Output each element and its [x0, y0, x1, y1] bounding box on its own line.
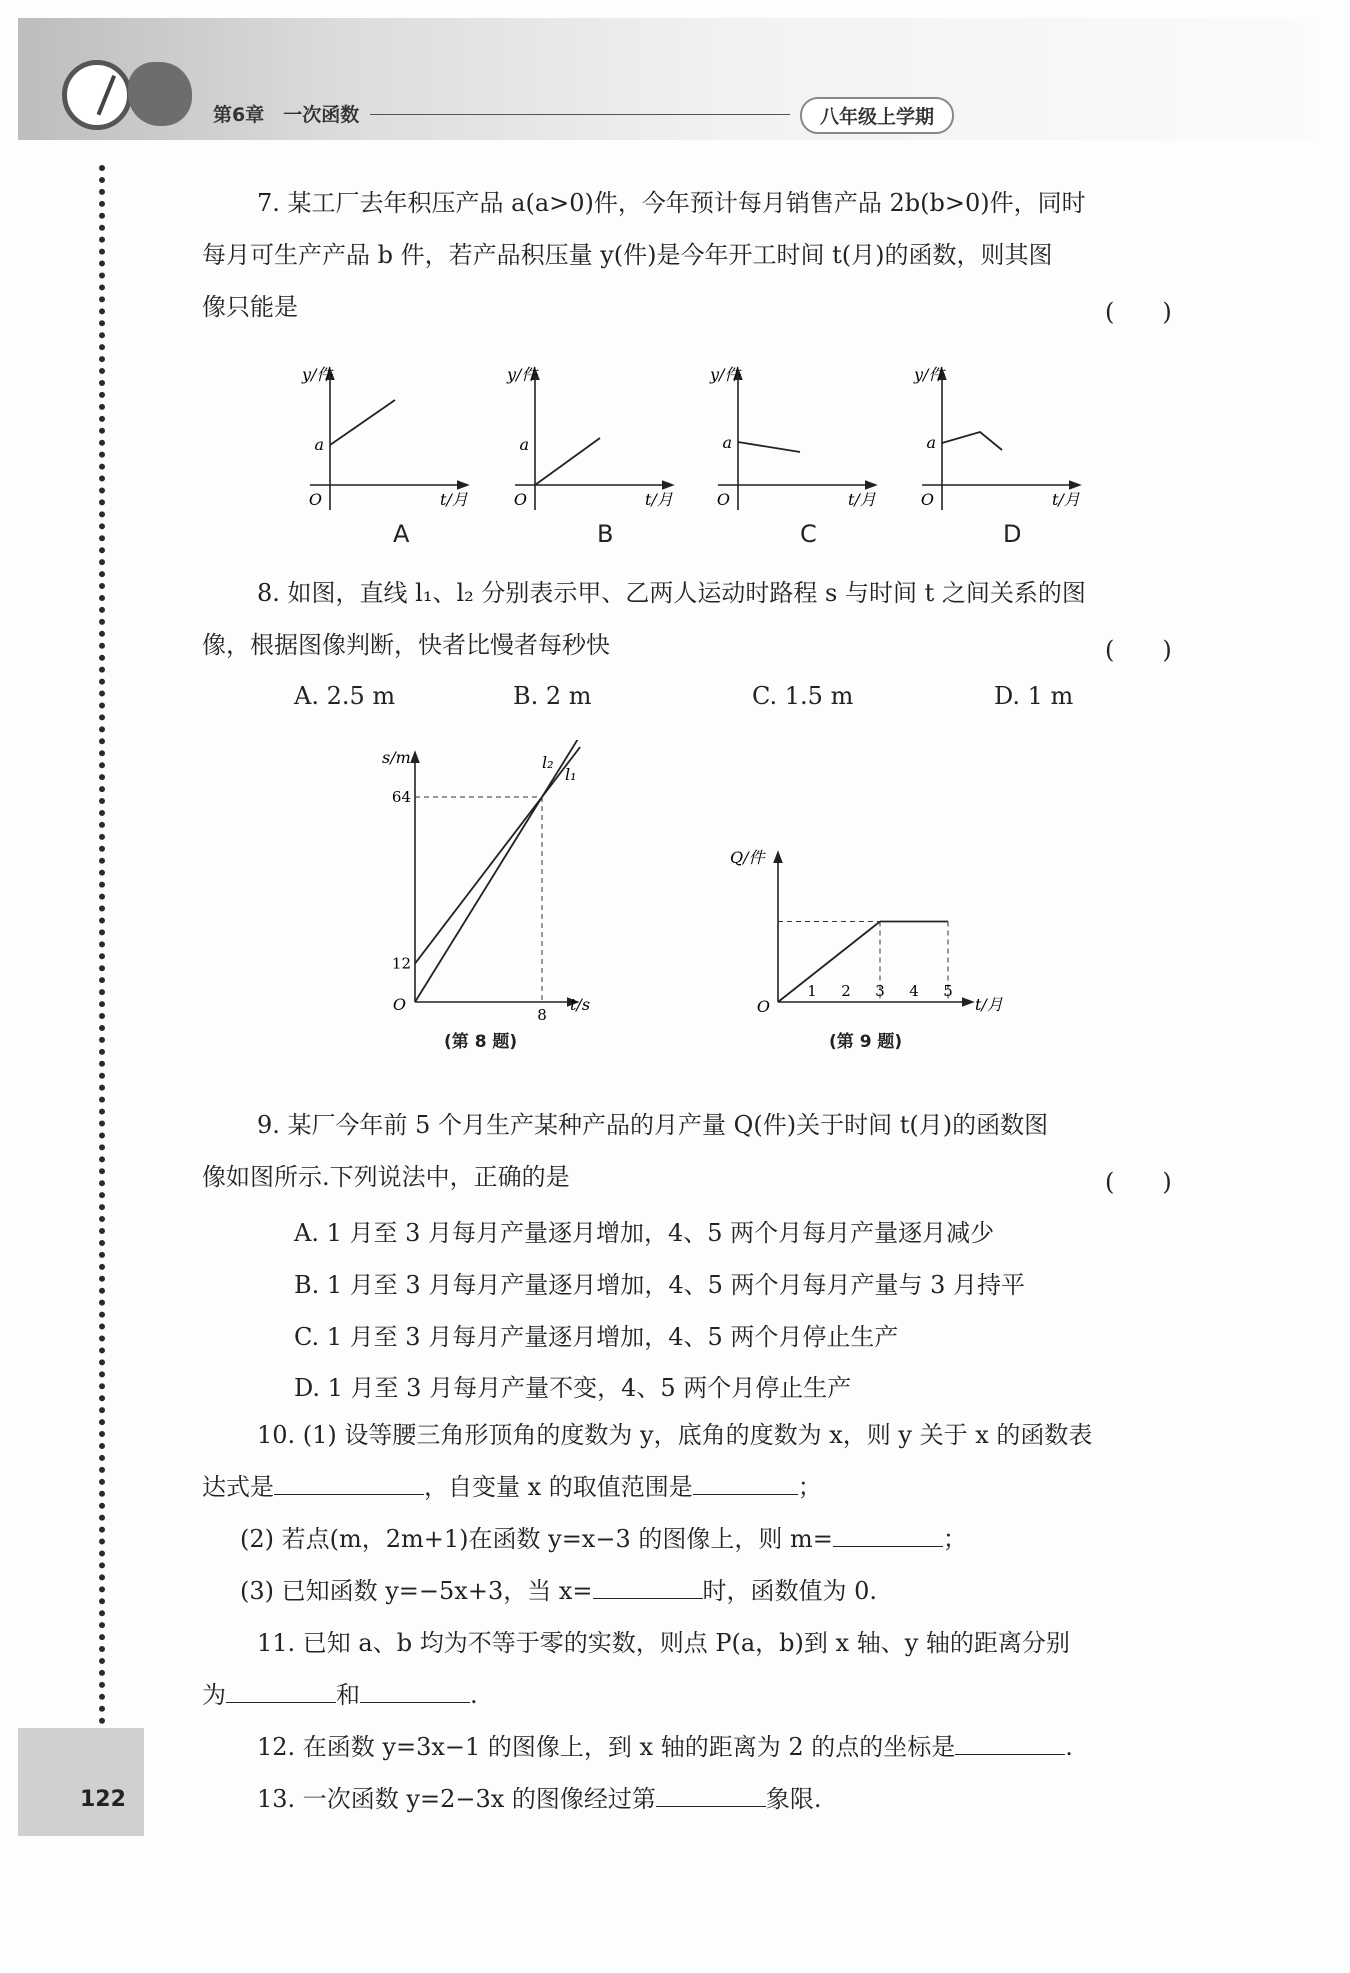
q11-suffix: .	[470, 1681, 478, 1709]
q10-part3-text: (3) 已知函数 y=−5x+3，当 x=	[240, 1577, 593, 1605]
q10-blank-domain[interactable]	[693, 1472, 798, 1495]
q7-answer-paren: ( )	[1105, 298, 1172, 326]
graph-d-label: D	[1003, 520, 1022, 548]
q10-line-4	[240, 1576, 877, 1606]
fig9-xlabel: t/月	[975, 995, 1003, 1014]
graph-b-xlabel: t/月	[645, 490, 673, 509]
graph-c	[709, 365, 877, 510]
q11-blank-1[interactable]	[226, 1680, 336, 1703]
graph-c-label: C	[800, 520, 817, 548]
graph-b-a: a	[519, 435, 529, 454]
graph-b-origin: O	[513, 490, 527, 509]
fig8-caption: (第 8 题)	[444, 1032, 518, 1052]
graph-d-xlabel: t/月	[1052, 490, 1080, 509]
q8-line-2: 像，根据图像判断，快者比慢者每秒快	[202, 631, 610, 659]
q9-option-d: D. 1 月至 3 月每月产量不变，4、5 两个月停止生产	[294, 1374, 852, 1402]
q11-prefix: 为	[202, 1681, 226, 1709]
q12-blank[interactable]	[955, 1732, 1065, 1755]
q12-suffix: .	[1065, 1733, 1073, 1761]
graph-a-origin: O	[308, 490, 322, 509]
q8-option-d: D. 1 m	[994, 682, 1074, 710]
q10-part1-suffix: ；	[797, 1473, 822, 1501]
fig8-xlabel: t/s	[570, 995, 591, 1014]
q9-answer-paren: ( )	[1105, 1168, 1172, 1196]
q10-part1-prefix: 达式是	[202, 1473, 274, 1501]
q13-text: 13. 一次函数 y=2−3x 的图像经过第	[257, 1785, 656, 1813]
graph-b-ylabel: y/件	[507, 365, 538, 384]
graph-a	[301, 365, 469, 510]
q11-line-2	[202, 1680, 478, 1710]
graph-a-xlabel: t/月	[440, 490, 468, 509]
graph-a-ylabel: y/件	[302, 365, 333, 384]
fig8-ylabel: s/m	[382, 748, 411, 767]
q13-suffix: 象限.	[765, 1785, 822, 1813]
page-number-tab	[18, 1728, 144, 1836]
fig9-xtick-4: 4	[909, 982, 919, 1000]
q7-line-1: 7. 某工厂去年积压产品 a(a>0)件，今年预计每月销售产品 2b(b>0)件，同时	[257, 189, 1086, 217]
q13-line	[257, 1784, 822, 1814]
fig9-ylabel: Q/件	[730, 848, 765, 867]
chapter-title: 第6章 一次函数	[213, 104, 360, 126]
q11-blank-2[interactable]	[360, 1680, 470, 1703]
q8-answer-paren: ( )	[1105, 636, 1172, 664]
fig9-xtick-5: 5	[943, 982, 953, 1000]
q10-blank-m[interactable]	[833, 1524, 943, 1547]
graph-b	[506, 365, 674, 510]
graph-d-ylabel: y/件	[914, 365, 945, 384]
q10-blank-x[interactable]	[593, 1576, 703, 1599]
graph-a-label: A	[393, 520, 410, 548]
q12-line	[257, 1732, 1073, 1762]
fig9-line-rise	[778, 922, 880, 1003]
fig9-xtick-2: 2	[841, 982, 851, 1000]
q8-line-1: 8. 如图，直线 l₁、l₂ 分别表示甲、乙两人运动时路程 s 与时间 t 之间关系的图	[257, 579, 1086, 607]
fig8-xtick-8: 8	[537, 1006, 547, 1024]
fig8-ytick-12: 12	[391, 954, 411, 973]
fig8-series-1	[415, 747, 580, 964]
q12-text: 12. 在函数 y=3x−1 的图像上，到 x 轴的距离为 2 的点的坐标是	[257, 1733, 956, 1761]
q10-line-3	[240, 1524, 967, 1554]
graph-c-origin: O	[716, 490, 730, 509]
q10-part3-suffix: 时，函数值为 0.	[702, 1577, 878, 1605]
fig8-origin: O	[392, 995, 406, 1014]
q13-blank[interactable]	[656, 1784, 766, 1807]
q7-line-3: 像只能是	[202, 293, 298, 321]
margin-dotted-line	[99, 165, 105, 1725]
grade-badge: 八年级上学期	[800, 97, 954, 134]
fig9-xtick-3: 3	[875, 982, 885, 1000]
graph-d	[913, 365, 1081, 510]
graph-c-a: a	[722, 433, 732, 452]
q8-option-b: B. 2 m	[513, 682, 592, 710]
figures-8-9	[360, 740, 1040, 1070]
graph-d-a: a	[926, 433, 936, 452]
graph-d-origin: O	[920, 490, 934, 509]
q11-mid: 和	[336, 1681, 360, 1709]
graph-c-ylabel: y/件	[710, 365, 741, 384]
graph-b-label: B	[597, 520, 614, 548]
page-number: 122	[80, 1787, 126, 1812]
q8-option-c: C. 1.5 m	[752, 682, 854, 710]
q9-line-1: 9. 某厂今年前 5 个月生产某种产品的月产量 Q(件)关于时间 t(月)的函数图	[257, 1111, 1049, 1139]
q10-blank-expression[interactable]	[274, 1472, 424, 1495]
q11-line-1: 11. 已知 a、b 均为不等于零的实数，则点 P(a，b)到 x 轴、y 轴的距离分别	[257, 1629, 1070, 1657]
q9-option-c: C. 1 月至 3 月每月产量逐月增加，4、5 两个月停止生产	[294, 1323, 899, 1351]
q10-part2-suffix: ；	[942, 1525, 967, 1553]
q10-part1-mid: ，自变量 x 的取值范围是	[424, 1473, 693, 1501]
q10-part2-text: (2) 若点(m，2m+1)在函数 y=x−3 的图像上，则 m=	[240, 1525, 833, 1553]
fig9-origin: O	[756, 997, 770, 1016]
fig8-l2-label: l₂	[542, 753, 554, 772]
q8-option-a: A. 2.5 m	[294, 682, 396, 710]
q10-line-1: 10. (1) 设等腰三角形顶角的度数为 y，底角的度数为 x，则 y 关于 x 的函数表	[257, 1421, 1093, 1449]
q9-option-b: B. 1 月至 3 月每月产量逐月增加，4、5 两个月每月产量与 3 月持平	[294, 1271, 1026, 1299]
q9-option-a: A. 1 月至 3 月每月产量逐月增加，4、5 两个月每月产量逐月减少	[294, 1219, 995, 1247]
q7-line-2: 每月可生产产品 b 件，若产品积压量 y(件)是今年开工时间 t(月)的函数，则其图	[202, 241, 1053, 269]
q7-graphs	[290, 360, 1190, 520]
runner-icon	[128, 62, 192, 126]
q10-line-2	[202, 1472, 822, 1502]
fig9-caption: (第 9 题)	[829, 1032, 903, 1052]
header-rule	[370, 114, 790, 115]
fig8-ytick-64: 64	[391, 788, 411, 806]
graph-c-xlabel: t/月	[848, 490, 876, 509]
q9-line-2: 像如图所示.下列说法中，正确的是	[202, 1163, 570, 1191]
fig8-l1-label: l₁	[565, 765, 577, 784]
fig9-xtick-1: 1	[807, 982, 817, 1000]
clock-icon	[62, 60, 132, 130]
graph-a-a: a	[314, 435, 324, 454]
